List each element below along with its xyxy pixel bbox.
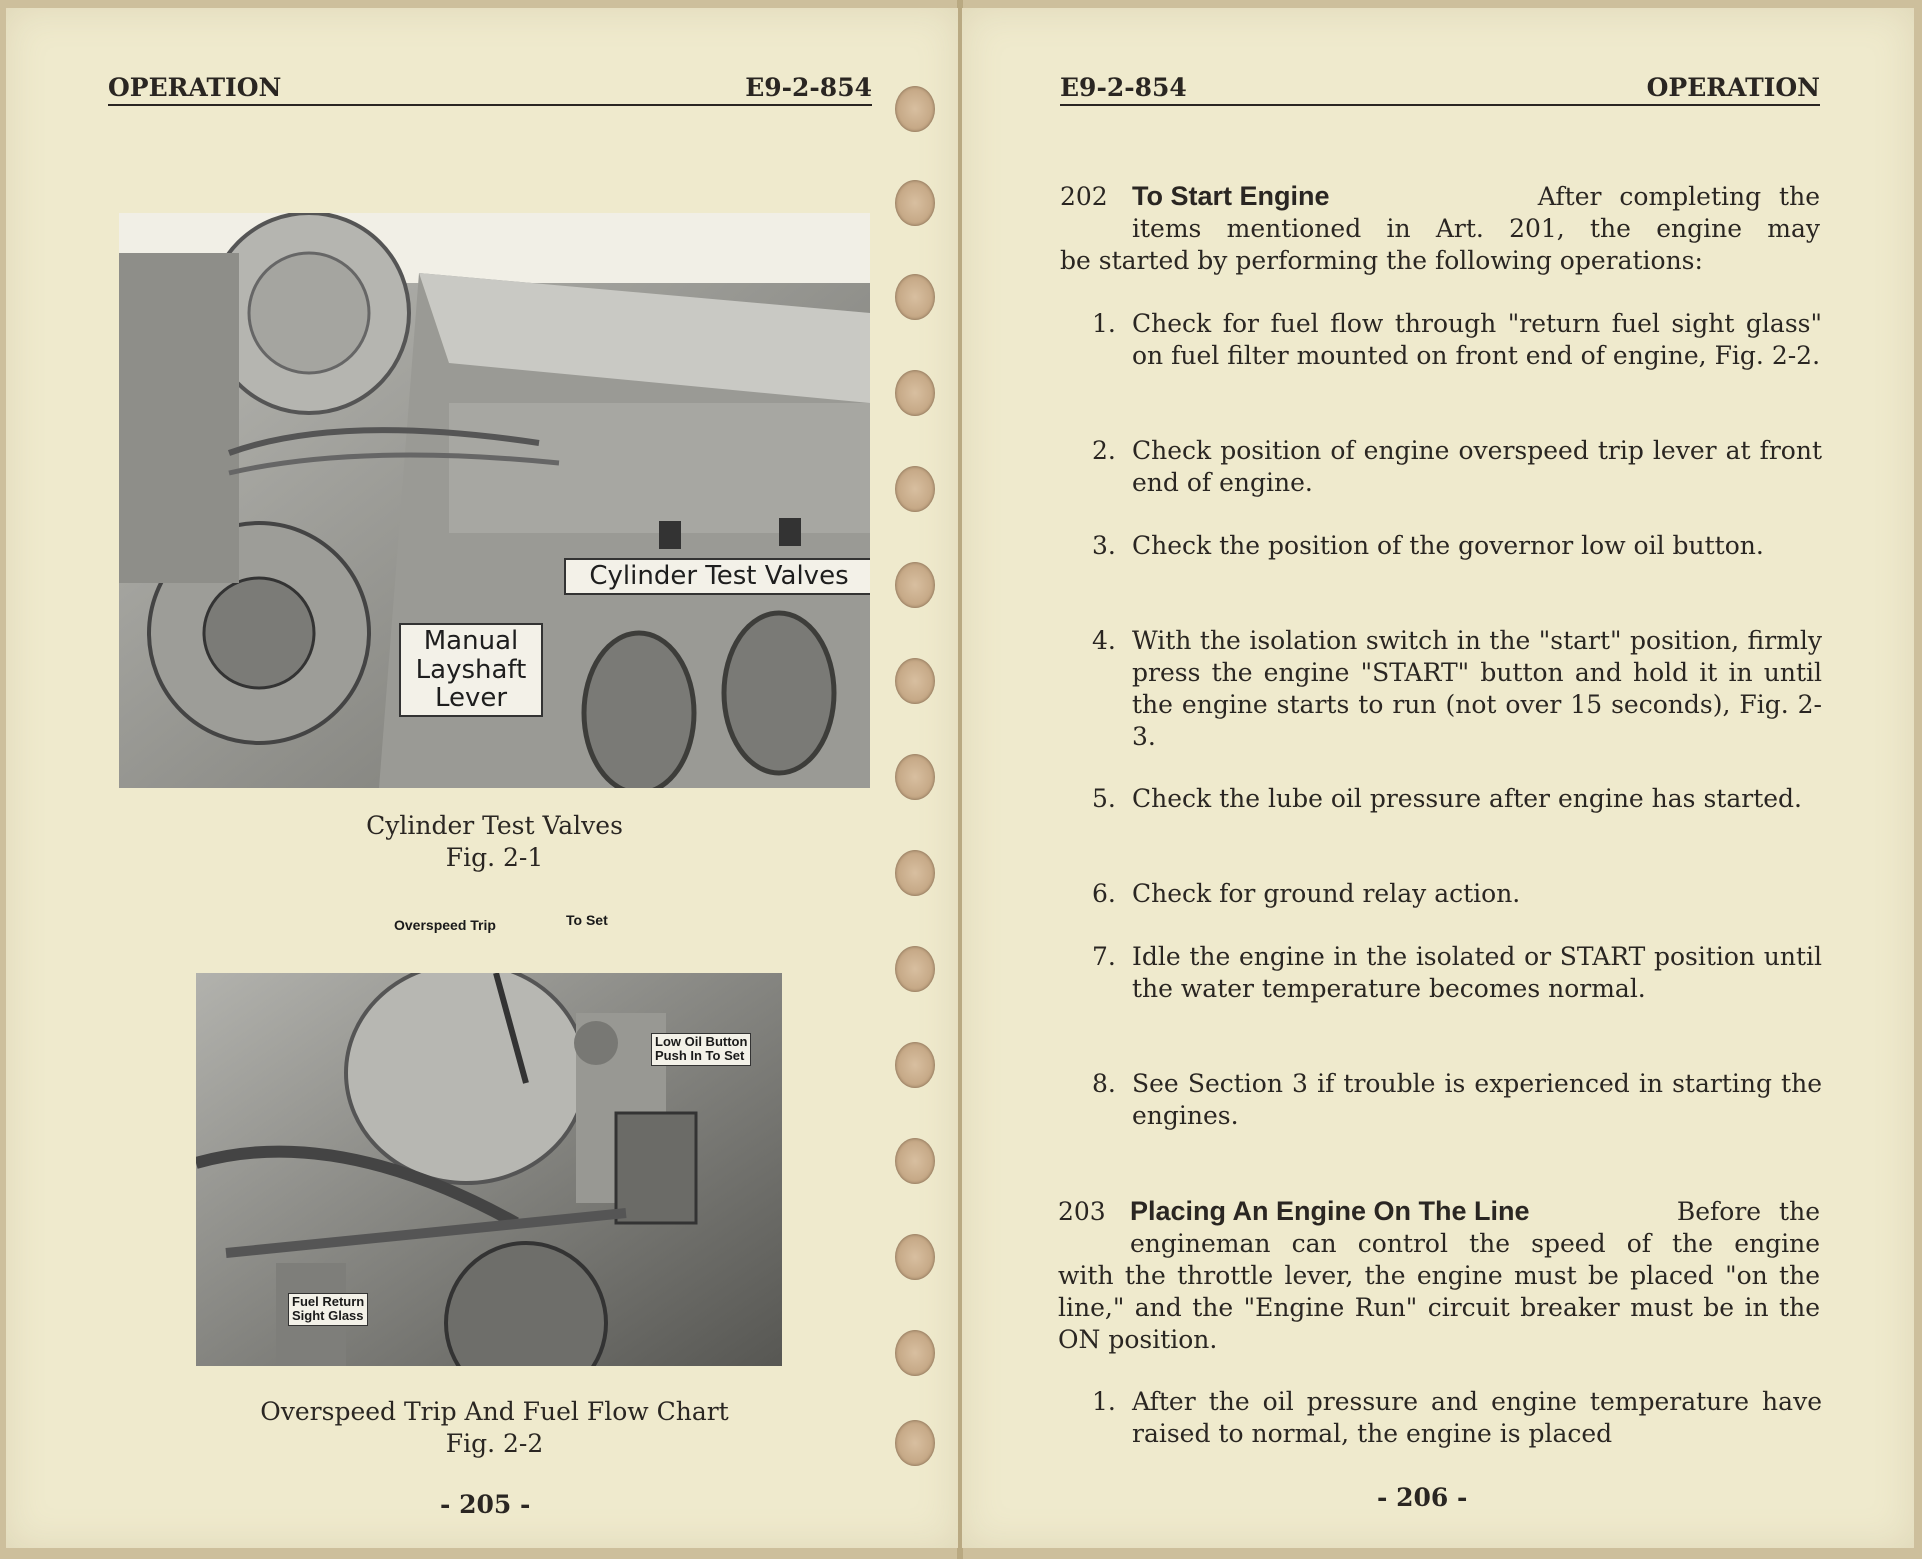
- section-202-intro-tail: After completing the: [1537, 182, 1820, 211]
- sec202-step-3: 3. Check the position of the governor low oil button.: [1092, 531, 1764, 560]
- left-header-section: OPERATION: [108, 73, 282, 102]
- binding-hole: [895, 1042, 935, 1088]
- sec203-step-1-text: After the oil pressure and engine temperature have raised to normal, the engine is placed: [1132, 1387, 1822, 1448]
- section-203-intro-rest: with the throttle lever, the engine must be placed "on the line," and the "Engine Run" circuit breaker must be in the ON position.: [1058, 1261, 1820, 1354]
- binding-holes-left: [895, 0, 945, 1559]
- figure-2-1-photo: [119, 213, 870, 788]
- left-page-number: - 205 -: [440, 1490, 531, 1519]
- left-header-doc-id: E9-2-854: [745, 73, 872, 102]
- right-page-number: - 206 -: [1377, 1483, 1468, 1512]
- sec202-step-5-text: Check the lube oil pressure after engine has started.: [1132, 784, 1802, 813]
- section-203-number: 203: [1058, 1197, 1106, 1226]
- sec202-step-6-text: Check for ground relay action.: [1132, 879, 1521, 908]
- right-header-section: OPERATION: [1646, 73, 1820, 102]
- sec202-step-3-text: Check the position of the governor low oil button.: [1132, 531, 1764, 560]
- binding-hole: [895, 274, 935, 320]
- section-202-intro-line3: be started by performing the following operations:: [1060, 246, 1703, 275]
- section-203-title: Placing An Engine On The Line: [1130, 1196, 1530, 1226]
- section-202-title: To Start Engine: [1132, 181, 1330, 211]
- sec202-step-6: 6. Check for ground relay action.: [1092, 879, 1521, 908]
- figure-2-2-title: Overspeed Trip And Fuel Flow Chart: [260, 1397, 729, 1426]
- binding-hole: [895, 1330, 935, 1376]
- binding-hole: [895, 466, 935, 512]
- sec202-step-2: 2. Check position of engine overspeed trip lever at front end of engine.: [1092, 436, 1822, 497]
- binding-hole: [895, 754, 935, 800]
- label-low-oil-button: Low Oil Button Push In To Set: [651, 1033, 751, 1066]
- binding-hole: [895, 1138, 935, 1184]
- sec203-step-1: 1. After the oil pressure and engine temperature have raised to normal, the engine is placed: [1092, 1387, 1822, 1448]
- label-to-set: To Set: [566, 912, 608, 928]
- right-header-doc-id: E9-2-854: [1060, 73, 1187, 102]
- binding-hole: [895, 850, 935, 896]
- figure-2-1-title: Cylinder Test Valves: [366, 811, 623, 840]
- label-manual-layshaft-lever: Manual Layshaft Lever: [399, 623, 543, 717]
- section-202-number: 202: [1060, 182, 1108, 211]
- label-overspeed-trip: Overspeed Trip: [394, 917, 496, 933]
- figure-2-2-caption: [119, 1396, 870, 1460]
- binding-hole: [895, 180, 935, 226]
- sec202-step-1: 1. Check for fuel flow through "return fuel sight glass" on fuel filter mounted on front end of engine, Fig. 2-2.: [1092, 309, 1822, 370]
- label-cylinder-test-valves: Cylinder Test Valves: [564, 558, 870, 595]
- sec202-step-2-text: Check position of engine overspeed trip lever at front end of engine.: [1132, 436, 1822, 497]
- binding-hole: [895, 370, 935, 416]
- binding-hole: [895, 1420, 935, 1466]
- right-page: [962, 8, 1914, 1548]
- binding-hole: [895, 86, 935, 132]
- binding-hole: [895, 658, 935, 704]
- binding-hole: [895, 562, 935, 608]
- left-page-header: [108, 66, 872, 106]
- sec202-step-5: 5. Check the lube oil pressure after engine has started.: [1092, 784, 1802, 813]
- figure-2-2-photo: [196, 973, 782, 1366]
- section-203-intro-line2: engineman can control the speed of the engine: [1130, 1229, 1820, 1258]
- right-page-header: [1060, 66, 1820, 106]
- binding-hole: [895, 1234, 935, 1280]
- figure-2-1-number: Fig. 2-1: [445, 843, 544, 872]
- binding-hole: [895, 946, 935, 992]
- label-fuel-return-sight-glass: Fuel Return Sight Glass: [288, 1293, 368, 1326]
- figure-2-1-caption: [119, 810, 870, 874]
- sec202-step-4-text: With the isolation switch in the "start" position, firmly press the engine "START" button and hold it in until the engine starts to run (not over 15 seconds), Fig. 2-3.: [1132, 626, 1822, 751]
- sec202-step-1-text: Check for fuel flow through "return fuel sight glass" on fuel filter mounted on front end of engine, Fig. 2-2.: [1132, 309, 1822, 370]
- left-page: [6, 8, 958, 1548]
- section-202-intro-line2: items mentioned in Art. 201, the engine may: [1132, 214, 1820, 243]
- sec202-step-7: 7. Idle the engine in the isolated or START position until the water temperature becomes normal.: [1092, 942, 1822, 1003]
- sec202-step-7-text: Idle the engine in the isolated or START position until the water temperature becomes normal.: [1132, 942, 1822, 1003]
- section-203-heading: [1058, 1195, 1820, 1356]
- figure-2-2-number: Fig. 2-2: [445, 1429, 544, 1458]
- section-203-intro-tail: Before the: [1676, 1197, 1820, 1226]
- sec202-step-8: 8. See Section 3 if trouble is experienced in starting the engines.: [1092, 1069, 1822, 1130]
- sec202-step-8-text: See Section 3 if trouble is experienced in starting the engines.: [1132, 1069, 1822, 1130]
- sec202-step-4: 4. With the isolation switch in the "start" position, firmly press the engine "START" button and hold it in until the engine starts to run (not over 15 seconds), Fig. 2-3.: [1092, 626, 1822, 751]
- section-202-heading: [1060, 180, 1820, 277]
